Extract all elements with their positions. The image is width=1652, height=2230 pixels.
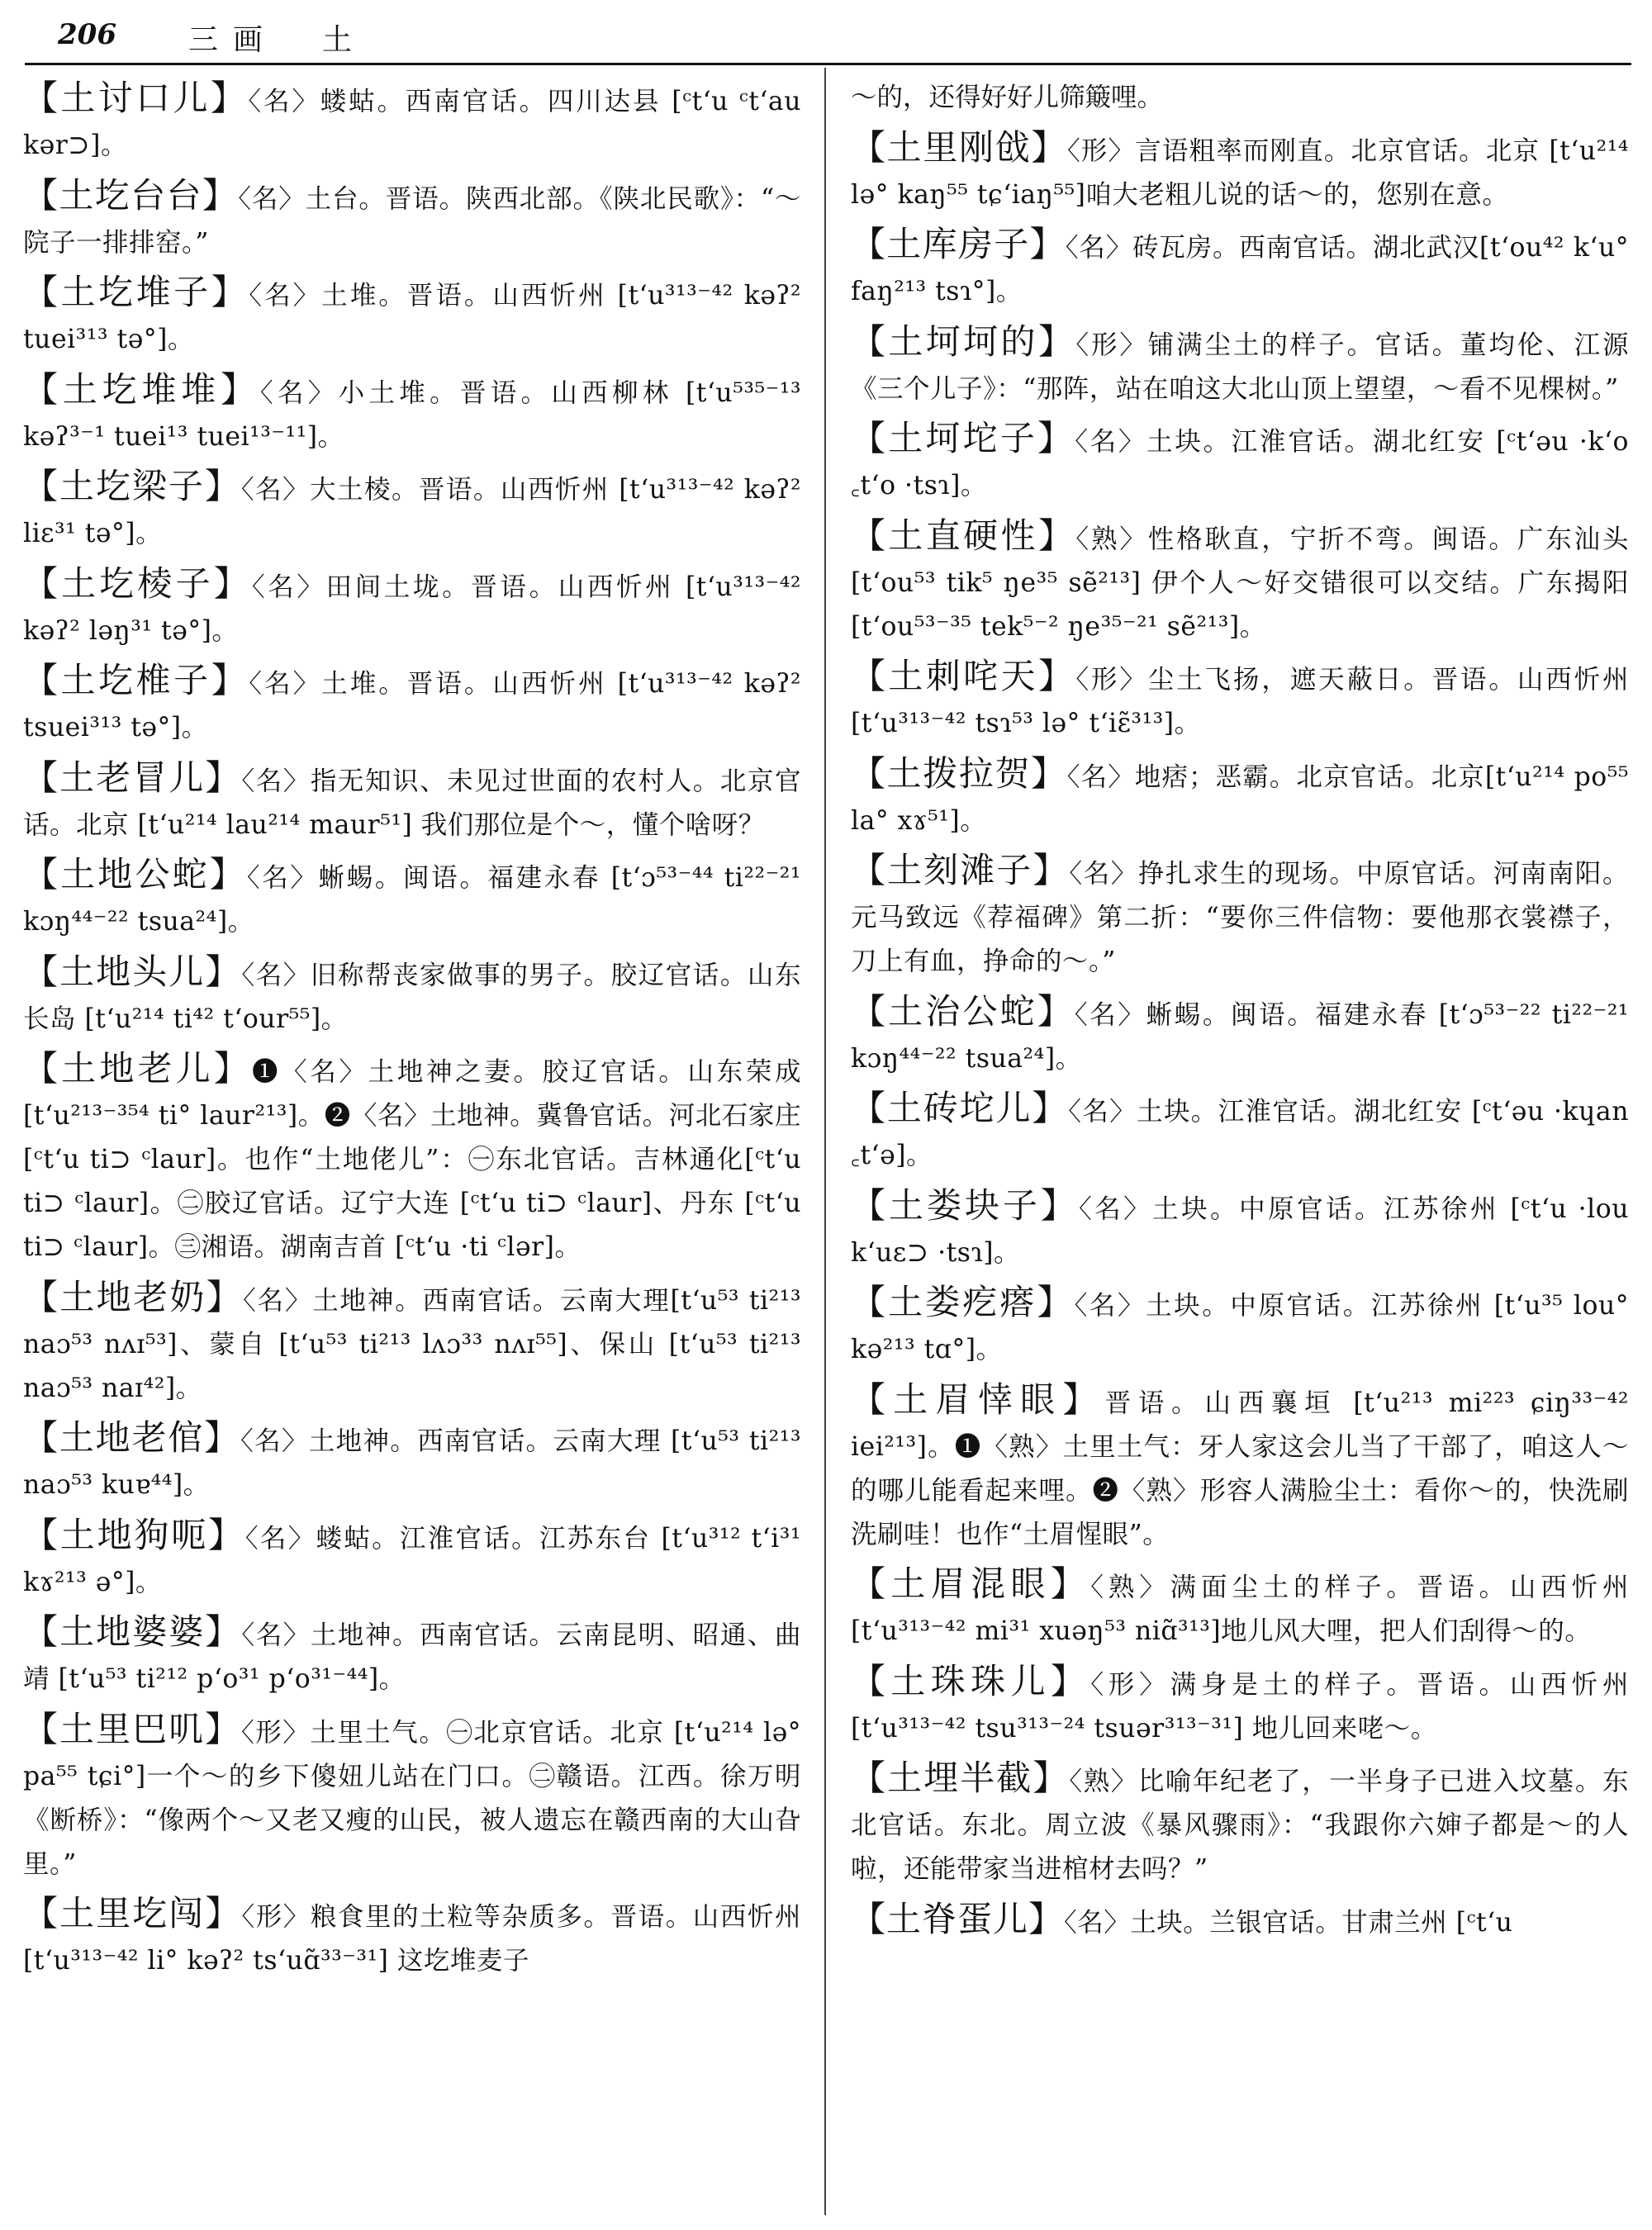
entry-headword: 【土地狗呃】 (23, 1514, 245, 1555)
entry-headword: 【土圪棱子】 (23, 562, 252, 604)
dictionary-entry (851, 416, 1629, 508)
entry-definition: 〈名〉土块。江淮官话。湖北红安 [ᶜtʻəu ·kʻo ꜀tʻo ·tsɿ]。 (851, 427, 1629, 501)
entry-headword: 【土坷坨子】 (851, 418, 1075, 458)
entry-definition: 〈名〉蝼蛄。西南官话。四川达县 [ᶜtʻu ᶜtʻau kər⊃]。 (23, 87, 801, 160)
entry-definition: 〈名〉蜥蜴。闽语。福建永春 [tʻɔ⁵³⁻⁴⁴ ti²²⁻²¹ kɔŋ⁴⁴⁻²² tsua²⁴]。 (23, 863, 801, 937)
entry-definition: 〈熟〉比喻年纪老了，一半身子已进入坟墓。东北官话。东北。周立波《暴风骤雨》：“我跟你六婶子都是～的人啦，还能带家当进棺材去吗？” (851, 1767, 1629, 1884)
dictionary-entry (23, 1046, 801, 1269)
entry-definition: ❶〈名〉土地神之妻。胶辽官话。山东荣成 [tʻu²¹³⁻³⁵⁴ ti° laur²¹³]。❷〈名〉土地神。冀鲁官话。河北石家庄 [ᶜtʻu ti⊃ ᶜlaur]。也作“土地佬儿”：㊀东北官话。吉林通化[ᶜtʻu ti⊃ ᶜlaur]。㊁胶辽官话。辽宁大连 [ᶜtʻu ti⊃ ᶜlaur]、丹东 [ᶜtʻu ti⊃ ᶜlaur]。㊂湘语。湖南吉首 [ᶜtʻu ·ti ᶜlər]。 (23, 1057, 801, 1262)
page-number: 206 (58, 18, 116, 51)
entry-headword: 【土埋半截】 (851, 1758, 1070, 1798)
entry-headword: 【土眉悻眼】 (851, 1378, 1105, 1420)
entry-definition: 〈形〉尘土飞扬，遮天蔽日。晋语。山西忻州 [tʻu³¹³⁻⁴² tsɿ⁵³ lə° tʻiɛ̃³¹³]。 (851, 665, 1629, 738)
entry-headword: 【土坷坷的】 (851, 320, 1076, 362)
entry-continuation: ～的，还得好好儿筛簸哩。 (851, 83, 1164, 112)
dictionary-entry (851, 514, 1629, 649)
dictionary-entry (851, 1562, 1629, 1654)
entry-headword: 【土刻滩子】 (851, 850, 1070, 890)
dictionary-entry (23, 1610, 801, 1701)
dictionary-entry (851, 1378, 1629, 1557)
dictionary-entry (23, 1416, 801, 1507)
entry-headword: 【土地公蛇】 (23, 854, 247, 894)
entry-definition: 〈名〉田间土垅。晋语。山西忻州 [tʻu³¹³⁻⁴² kəʔ² ləŋ³¹ tə°]。 (23, 572, 801, 646)
entry-definition: 〈名〉砖瓦房。西南官话。湖北武汉[tʻou⁴² kʻu° faŋ²¹³ tsɿ°]。 (851, 233, 1629, 306)
entry-definition: 〈名〉指无知识、未见过世面的农村人。北京官话。北京 [tʻu²¹⁴ lau²¹⁴ maur⁵¹] 我们那位是个～，懂个啥呀？ (23, 766, 801, 840)
entry-definition: 〈熟〉满面尘土的样子。晋语。山西忻州 [tʻu³¹³⁻⁴² mi³¹ xuəŋ⁵³ niɑ̃³¹³]地儿风大哩，把人们刮得～的。 (851, 1573, 1629, 1646)
entry-headword: 【土地老儿】 (23, 1048, 252, 1089)
entry-headword: 【土直硬性】 (851, 515, 1076, 556)
entry-headword: 【土地老倌】 (23, 1417, 241, 1458)
dictionary-entry (851, 848, 1629, 984)
dictionary-entry (23, 1707, 801, 1886)
entry-definition: 〈名〉土台。晋语。陕西北部。《陕北民歌》：“～院子一排排窑。” (23, 183, 801, 258)
entry-definition: 〈形〉言语粗率而刚直。北京官话。北京 [tʻu²¹⁴ lə° kaŋ⁵⁵ tɕʻiaŋ⁵⁵]咱大老粗儿说的话～的，您别在意。 (851, 135, 1629, 210)
entry-definition: 〈名〉土地神。西南官话。云南大理 [tʻu⁵³ ti²¹³ naɔ⁵³ kuɐ⁴⁴]。 (23, 1426, 801, 1500)
running-head: 三画 土 (188, 23, 368, 57)
entry-definition: 〈名〉土块。中原官话。江苏徐州 [tʻu³⁵ lou° kə²¹³ tɑ°]。 (851, 1291, 1629, 1364)
dictionary-entry (851, 1659, 1629, 1751)
dictionary-entry (851, 126, 1629, 217)
entry-headword: 【土地老奶】 (23, 1276, 243, 1317)
right-column (851, 76, 1629, 2219)
entry-headword: 【土里刚戗】 (851, 126, 1067, 168)
entry-definition: 〈熟〉性格耿直，宁折不弯。闽语。广东汕头 [tʻou⁵³ tik⁵ ŋe³⁵ sẽ²¹³] 伊个人～好交错很可以交结。广东揭阳 [tʻou⁵³⁻³⁵ tek⁵⁻² ŋe³⁵⁻²¹ sẽ²¹³]。 (851, 524, 1629, 642)
entry-headword: 【土刺咤天】 (851, 656, 1076, 696)
entry-definition: 〈名〉土地神。西南官话。云南大理[tʻu⁵³ ti²¹³ naɔ⁵³ nʌɪ⁵³]、蒙自 [tʻu⁵³ ti²¹³ lʌɔ³³ nʌɪ⁵⁵]、保山 [tʻu⁵³ ti²¹³ naɔ⁵³ naɪ⁴²]。 (23, 1285, 801, 1403)
entry-headword: 【土治公蛇】 (851, 990, 1075, 1032)
entry-definition: 〈名〉土堆。晋语。山西忻州 [tʻu³¹³⁻⁴² kəʔ² tsuei³¹³ tə°]。 (23, 669, 801, 743)
entry-headword: 【土圪堆子】 (23, 272, 249, 312)
entry-definition: 〈名〉土块。兰银官话。甘肃兰州 [ᶜtʻu (1064, 1907, 1513, 1938)
entry-headword: 【土里圪闯】 (23, 1893, 242, 1933)
dictionary-entry (23, 464, 801, 556)
entry-definition: 〈形〉粮食里的土粒等杂质多。晋语。山西忻州 [tʻu³¹³⁻⁴² li° kəʔ² tsʻuɑ̃³³⁻³¹] 这圪堆麦子 (23, 1902, 801, 1976)
dictionary-entry (23, 852, 801, 944)
entry-headword: 【土里巴叽】 (23, 1708, 242, 1749)
entry-definition: 〈名〉土块。江淮官话。湖北红安 [ᶜtʻəu ·kɥan ꜀tʻə]。 (851, 1097, 1629, 1170)
dictionary-entry (851, 1756, 1629, 1891)
entry-headword: 【土讨口儿】 (23, 78, 249, 118)
dictionary-entry (23, 562, 801, 653)
dictionary-entry (851, 320, 1629, 411)
entry-definition: 〈名〉地痞；恶霸。北京官话。北京[tʻu²¹⁴ po⁵⁵ la° xɤ⁵¹]。 (851, 762, 1629, 836)
entry-definition: 〈名〉挣扎求生的现场。中原官话。河南南阳。元马致远《荐福碑》第二折：“要你三件信物：要他那衣裳襟子，刀上有血，挣命的～。” (851, 859, 1629, 976)
entry-definition: 〈名〉土块。中原官话。江苏徐州 [ᶜtʻu ·lou kʻuɛ⊃ ·tsɿ]。 (851, 1193, 1629, 1268)
entry-headword: 【土圪堆堆】 (23, 368, 260, 410)
entry-headword: 【土脊蛋儿】 (851, 1898, 1065, 1939)
entry-definition: 〈名〉蜥蜴。闽语。福建永春 [tʻɔ⁵³⁻²² ti²²⁻²¹ kɔŋ⁴⁴⁻²² tsua²⁴]。 (851, 999, 1629, 1074)
dictionary-entry (23, 756, 801, 847)
dictionary-entry (23, 76, 801, 168)
entry-definition: 〈形〉铺满尘土的样子。官话。董均伦、江源《三个儿子》：“那阵，站在咱这大北山顶上望望，～看不见棵树。” (851, 330, 1629, 404)
dictionary-entry (851, 1280, 1629, 1372)
entry-headword: 【土圪椎子】 (23, 660, 249, 700)
dictionary-entry (851, 752, 1629, 843)
dictionary-entry (23, 173, 801, 265)
entry-definition: 〈名〉旧称帮丧家做事的男子。胶辽官话。山东长岛 [tʻu²¹⁴ ti⁴² tʻour⁵⁵]。 (23, 960, 801, 1034)
column-divider (824, 68, 826, 2215)
entry-headword: 【土砖坨儿】 (851, 1088, 1069, 1128)
dictionary-entry (23, 1275, 801, 1411)
dictionary-entry (851, 989, 1629, 1081)
entry-definition: 〈形〉土里土气。㊀北京官话。北京 [tʻu²¹⁴ lə° pa⁵⁵ tɕi°]一个～的乡下傻妞儿站在门口。㊁赣语。江西。徐万明《断桥》：“像两个～又老又瘦的山民，被人遗忘在赣西南的大山旮里。” (23, 1717, 801, 1879)
entry-headword: 【土圪台台】 (23, 174, 239, 216)
entry-headword: 【土地头儿】 (23, 951, 242, 992)
dictionary-entry (851, 1086, 1629, 1178)
entry-headword: 【土老冒儿】 (23, 757, 242, 798)
page-header (0, 0, 1652, 66)
dictionary-entry (851, 222, 1629, 314)
dictionary-entry (851, 1897, 1629, 1945)
dictionary-entry (23, 1513, 801, 1605)
dictionary-entry (23, 368, 801, 459)
entry-headword: 【土珠珠儿】 (851, 1660, 1091, 1701)
entry-definition: 〈名〉土地神。西南官话。云南昆明、昭通、曲靖 [tʻu⁵³ ti²¹² pʻo³¹ pʻo³¹⁻⁴⁴]。 (23, 1620, 801, 1694)
dictionary-entry (23, 658, 801, 750)
dictionary-entry (851, 654, 1629, 746)
left-column (23, 76, 801, 2219)
entry-definition: 晋语。山西襄垣 [tʻu²¹³ mi²²³ ɕiŋ³³⁻⁴² iei²¹³]。❶〈熟〉土里土气：牙人家这会儿当了干部了，咱这人～的哪儿能看起来哩。❷〈熟〉形容人满脸尘土：看你～的，快洗刷洗刷哇！也作“土眉惺眼”。 (851, 1388, 1629, 1549)
entry-headword: 【土眉混眼】 (851, 1563, 1091, 1604)
dictionary-entry (851, 1184, 1629, 1275)
entry-definition: 〈名〉小土堆。晋语。山西柳林 [tʻu⁵³⁵⁻¹³ kəʔ³⁻¹ tuei¹³ tuei¹³⁻¹¹]。 (23, 377, 801, 452)
entry-definition: 〈名〉大土棱。晋语。山西忻州 [tʻu³¹³⁻⁴² kəʔ² liɛ³¹ tə°]。 (23, 475, 801, 548)
entry-headword: 【土娄疙瘩】 (851, 1282, 1075, 1322)
entry-definition: 〈形〉满身是土的样子。晋语。山西忻州 [tʻu³¹³⁻⁴² tsu³¹³⁻²⁴ tsuər³¹³⁻³¹] 地儿回来咾～。 (851, 1669, 1629, 1744)
entry-headword: 【土地婆婆】 (23, 1611, 242, 1652)
dictionary-entry (23, 1891, 801, 1983)
header-rule (25, 63, 1631, 65)
entry-headword: 【土圪梁子】 (23, 466, 241, 506)
entry-definition: 〈名〉蝼蛄。江淮官话。江苏东台 [tʻu³¹² tʻi³¹ kɤ²¹³ ə°]。 (23, 1523, 801, 1597)
entry-headword: 【土拨拉贺】 (851, 752, 1067, 794)
dictionary-entry (23, 270, 801, 362)
entry-definition: 〈名〉土堆。晋语。山西忻州 [tʻu³¹³⁻⁴² kəʔ² tuei³¹³ tə°]。 (23, 281, 801, 354)
entry-headword: 【土库房子】 (851, 224, 1066, 264)
entry-headword: 【土娄块子】 (851, 1184, 1079, 1226)
dictionary-entry (23, 950, 801, 1041)
